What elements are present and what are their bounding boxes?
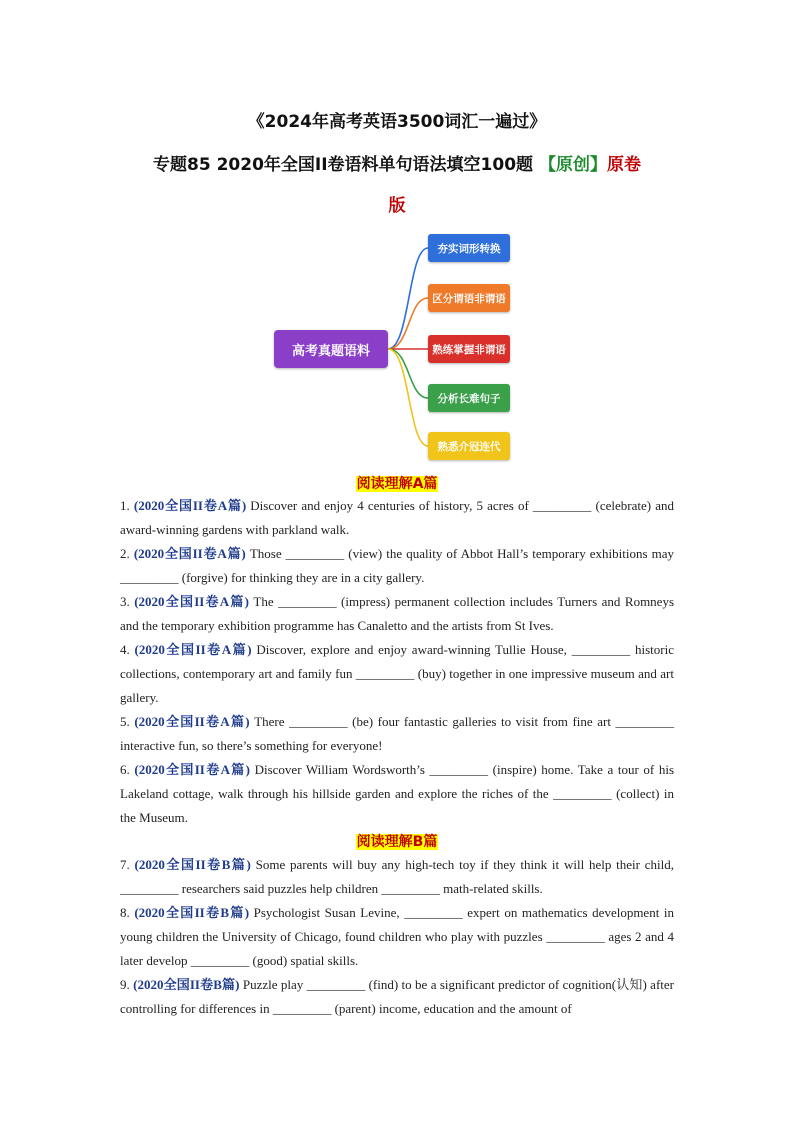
section-heading-b: 阅读理解B篇 bbox=[356, 834, 438, 850]
mind-map-root: 高考真题语料 bbox=[274, 330, 388, 368]
branch-4: 分析长难句子 bbox=[428, 384, 510, 412]
connector-1 bbox=[388, 248, 428, 349]
question-4: 4. (2020全国II卷A篇) Discover, explore and enjoy award-winning Tullie House, _________ historic collections, contemporary art and family fun _________ (buy) together in one impressive museum and art gallery. bbox=[120, 642, 674, 705]
branch-1: 夯实词形转换 bbox=[428, 234, 510, 262]
question-1: 1. (2020全国II卷A篇) Discover and enjoy 4 centuries of history, 5 acres of _________ (celebrate) and award-winning gardens with parkland walk. bbox=[120, 498, 674, 537]
question-9: 9. (2020全国II卷B篇) Puzzle play _________ (find) to be a significant predictor of cognition(认知) after controlling for differences in _________ (parent) income, education and the amount of bbox=[120, 977, 674, 1016]
branch-3: 熟练掌握非谓语 bbox=[428, 335, 510, 363]
edition-tag: 原卷 bbox=[606, 155, 641, 175]
question-8: 8. (2020全国II卷B篇) Psychologist Susan Levine, _________ expert on mathematics development in young children the University of Chicago, found children who play with puzzles _________ ages 2 and 4 later develop _________ (good) spatial skills. bbox=[120, 905, 675, 968]
connector-5 bbox=[388, 349, 428, 446]
edition-tag-cont: 版 bbox=[388, 196, 406, 216]
question-2: 2. (2020全国II卷A篇) Those _________ (view) the quality of Abbot Hall’s temporary exhibitions may _________ (forgive) for thinking they are in a city gallery. bbox=[120, 546, 675, 585]
branch-2: 区分谓语非谓语 bbox=[428, 284, 510, 312]
doc-title: 《2024年高考英语3500词汇一遍过》 bbox=[247, 112, 547, 132]
section-heading-a: 阅读理解A篇 bbox=[356, 476, 438, 492]
branch-5: 熟悉介冠连代 bbox=[428, 432, 510, 460]
original-tag: 【原创】 bbox=[538, 155, 607, 175]
question-7: 7. (2020全国II卷B篇) Some parents will buy any high-tech toy if they think it will help their child, _________ researchers said puzzles help children _________ math-related skills. bbox=[120, 857, 675, 896]
doc-subtitle bbox=[0, 150, 794, 175]
question-3: 3. (2020全国II卷A篇) The _________ (impress) permanent collection includes Turners and Romneys and the temporary exhibition programme has Canaletto and the artists from St Ives. bbox=[120, 594, 675, 633]
question-6: 6. (2020全国II卷A篇) Discover William Wordsworth’s _________ (inspire) home. Take a tour of his Lakeland cottage, walk through his hillside garden and explore the riches of the _________ (collect) in the Museum. bbox=[120, 762, 674, 825]
mind-map bbox=[270, 228, 530, 468]
subtitle-main: 专题85 2020年全国II卷语料单句语法填空100题 bbox=[153, 155, 534, 175]
question-5: 5. (2020全国II卷A篇) There _________ (be) four fantastic galleries to visit from fine art _________ interactive fun, so there’s something for everyone! bbox=[120, 714, 674, 753]
